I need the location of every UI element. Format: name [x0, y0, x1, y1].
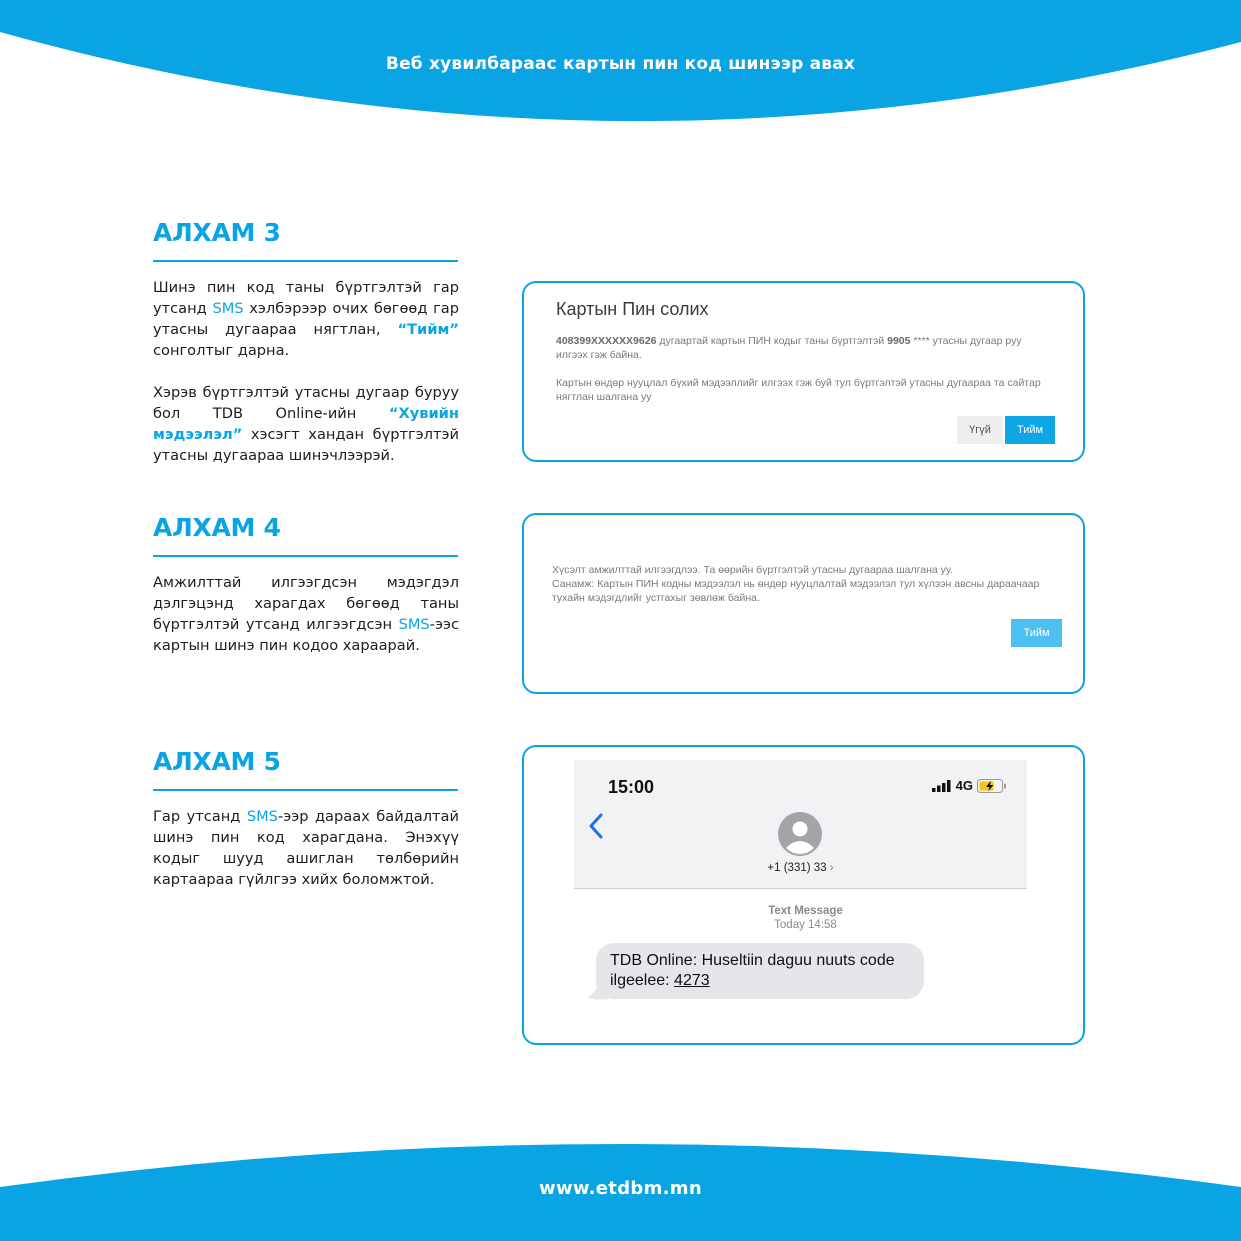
status-bar: [932, 778, 1007, 793]
yes-button[interactable]: Тийм: [1005, 416, 1055, 444]
dialog-security-note: Картын өндөр нууцлал бүхий мэдээллийг илгээх гэж буй тул бүртгэлтэй утасны дугаараа та сайтар нягтлан шалгана уу: [556, 377, 1041, 403]
dialog-title: Картын Пин солих: [556, 299, 709, 319]
network-label: 4G: [955, 778, 973, 793]
battery-charging-icon: [977, 779, 1007, 793]
step-5-paragraph-1: Гар утсанд SMS-ээр дараах байдалтай шинэ пин код харагдана. Энэхүү кодыг шууд ашиглан төлбөрийн картаараа гүйлгээ хийх боломжтой.: [153, 808, 459, 888]
message-meta: [524, 904, 1087, 932]
step-3-paragraph-1: Шинэ пин код таны бүртгэлтэй гар утсанд SMS хэлбэрээр очих бөгөөд гар утасны дугаараа нягтлан, “Тийм” сонголтыг дарна.: [153, 279, 459, 359]
pin-change-dialog-screenshot: [522, 281, 1085, 462]
step-5-divider: [153, 789, 458, 791]
page-title: Веб хувилбараас картын пин код шинээр авах: [385, 54, 856, 74]
step-5-description: [153, 806, 459, 890]
success-message: [552, 563, 1052, 605]
step-4-title: АЛХАМ 4: [153, 513, 281, 542]
no-button[interactable]: Үгүй: [957, 416, 1003, 444]
success-line: Хүсэлт амжилттай илгээгдлээ. Та өөрийн бүртгэлтэй утасны дугаараа шалгана уу.: [552, 564, 954, 576]
advice-line: Санамж: Картын ПИН кодны мэдээлэл нь өндөр нууцлалтай мэдээлэл тул хүлээн авсны дараачаар тухайн мэдэгдлийг устгахыг зөвлөж байна.: [552, 578, 1040, 604]
confirm-button[interactable]: Тийм: [1011, 619, 1062, 647]
step-4-description: [153, 572, 459, 656]
website-url[interactable]: www.etdbm.mn: [539, 1178, 702, 1199]
phone-header: [574, 760, 1027, 889]
message-type: Text Message: [768, 905, 843, 917]
step-3-description: [153, 277, 459, 466]
phone-prefix: 9905: [887, 335, 911, 347]
signal-icon: [932, 780, 952, 792]
step-5-title: АЛХАМ 5: [153, 747, 281, 776]
status-time: 15:00: [608, 777, 655, 797]
dialog-message: 408399XXXXXX9626 дугаартай картын ПИН кодыг таны бүртгэлтэй 9905 **** утасны дугаар руу илгээх гэж байна.: [556, 335, 1022, 361]
step-4-divider: [153, 555, 458, 557]
sms-bubble: TDB Online: Huseltiin daguu nuuts code ilgeelee: 4273: [596, 943, 924, 999]
back-chevron-icon[interactable]: [588, 812, 604, 840]
success-dialog-screenshot: [522, 513, 1085, 694]
message-time: Today 14:58: [774, 919, 837, 931]
step-3-title: АЛХАМ 3: [153, 218, 281, 247]
contact-number[interactable]: +1 (331) 33 ›: [767, 862, 834, 874]
contact-avatar-icon[interactable]: [778, 812, 822, 856]
card-number: 408399XXXXXX9626: [556, 335, 657, 347]
sms-screenshot: [522, 745, 1085, 1045]
chevron-right-icon: ›: [829, 862, 834, 874]
step-3-divider: [153, 260, 458, 262]
step-4-paragraph-1: Амжилттай илгээгдсэн мэдэгдэл дэлгэцэнд харагдах бөгөөд таны бүртгэлтэй утсанд илгээгдсэн SMS-ээс картын шинэ пин кодоо хараарай.: [153, 574, 459, 654]
step-3-paragraph-2: Хэрэв бүртгэлтэй утасны дугаар буруу бол TDB Online-ийн “Хувийн мэдээлэл” хэсэгт хандан бүртгэлтэй утасны дугаараа шинэчлээрэй.: [153, 384, 459, 464]
pin-code[interactable]: 4273: [674, 972, 710, 989]
